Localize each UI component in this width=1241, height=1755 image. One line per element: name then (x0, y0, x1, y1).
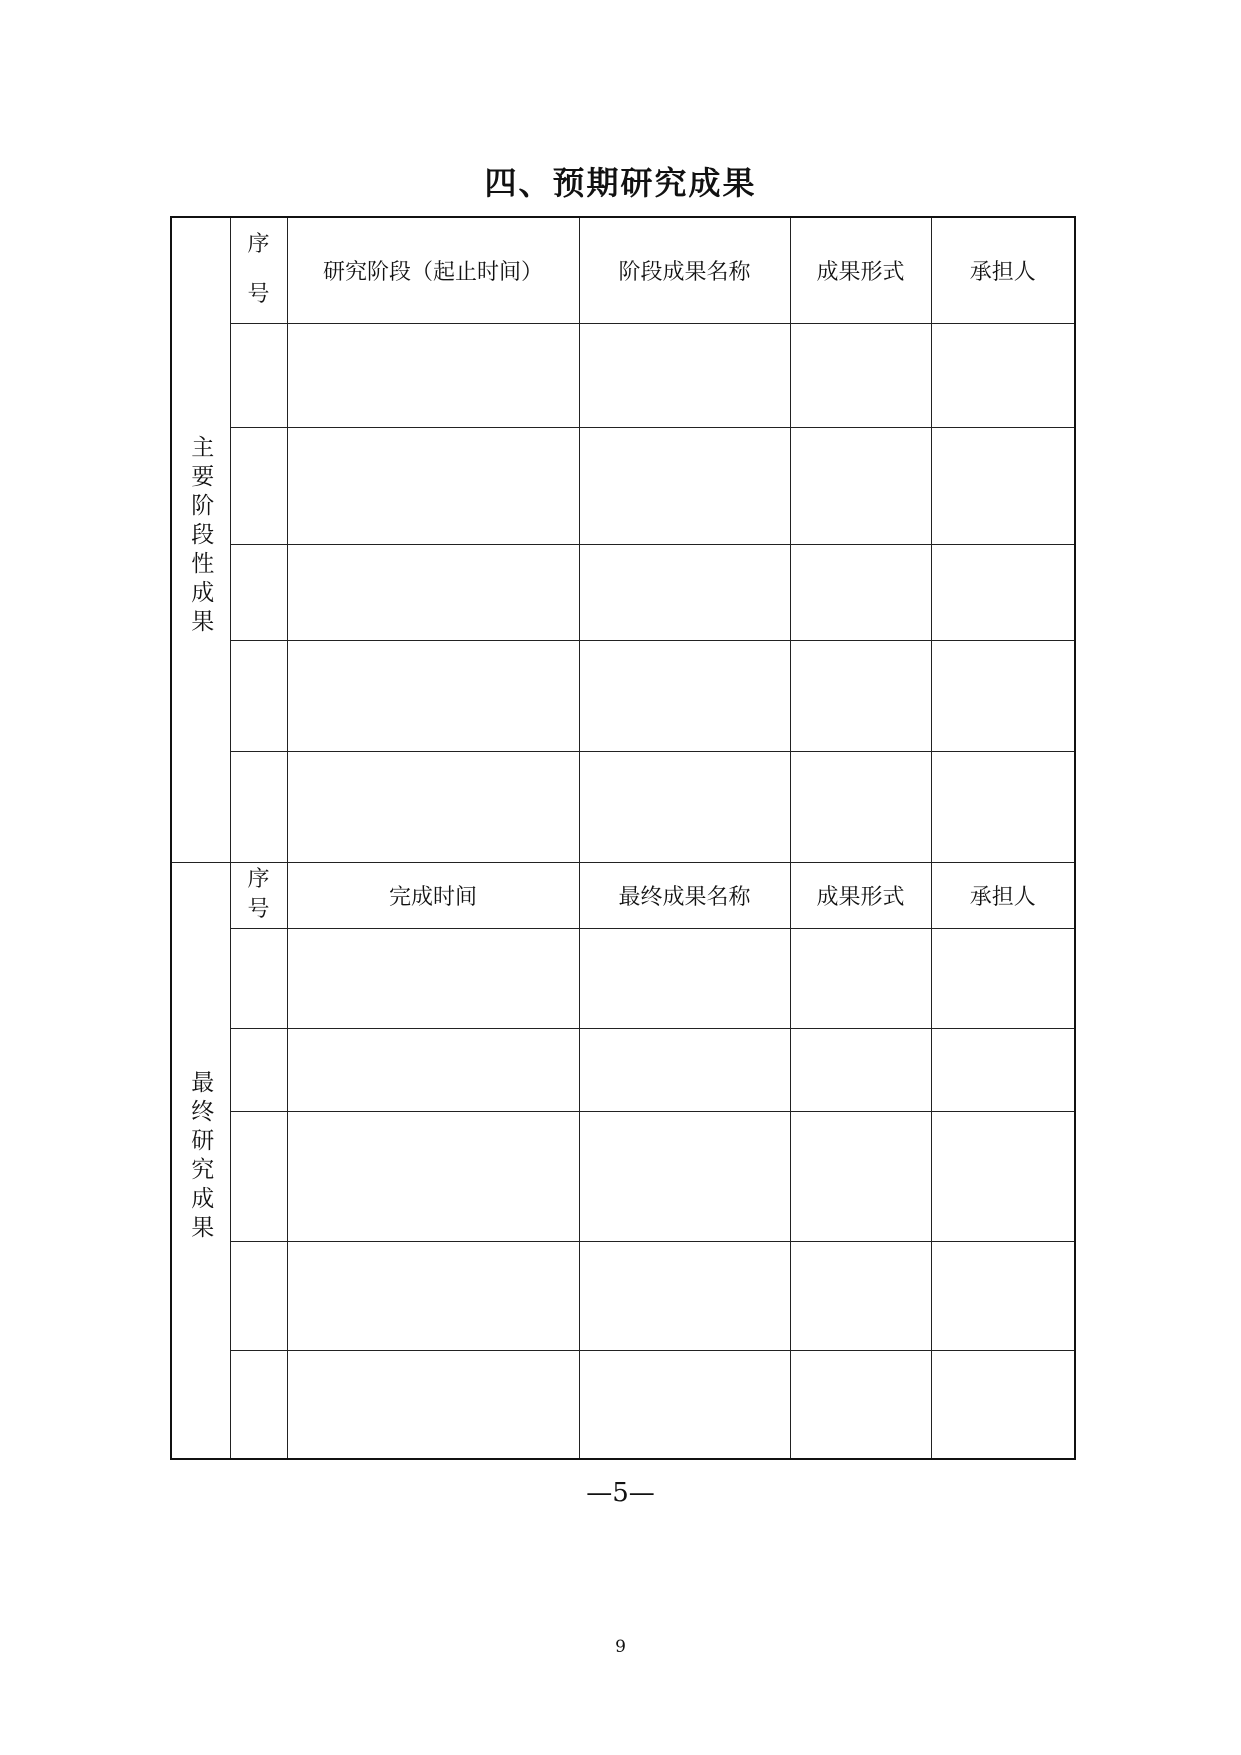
stage-header-seq: 序号 (247, 232, 270, 308)
final-owner-cell[interactable] (931, 928, 1075, 1028)
final-form-cell[interactable] (790, 1028, 931, 1111)
footer-page-mark: —5— (586, 1478, 655, 1508)
stage-header-period: 研究阶段（起止时间） (287, 217, 579, 323)
stage-header-owner: 承担人 (931, 217, 1075, 323)
stage-period-cell[interactable] (287, 544, 579, 640)
stage-period-cell[interactable] (287, 751, 579, 862)
final-seq-cell[interactable] (230, 1028, 287, 1111)
final-row (171, 1111, 1075, 1241)
stage-owner-cell[interactable] (931, 640, 1075, 751)
stage-header-row (171, 217, 1075, 323)
stage-period-cell[interactable] (287, 640, 579, 751)
final-row (171, 1241, 1075, 1350)
final-owner-cell[interactable] (931, 1350, 1075, 1459)
stage-name-cell[interactable] (579, 427, 790, 544)
stage-header-name: 阶段成果名称 (579, 217, 790, 323)
final-owner-cell[interactable] (931, 1028, 1075, 1111)
final-name-cell[interactable] (579, 1111, 790, 1241)
final-form-cell[interactable] (790, 1111, 931, 1241)
page-number: 9 (615, 1637, 626, 1657)
stage-name-cell[interactable] (579, 751, 790, 862)
final-seq-cell[interactable] (230, 1241, 287, 1350)
stage-name-cell[interactable] (579, 544, 790, 640)
expected-outcomes-table (170, 216, 1076, 1460)
final-header-row (171, 862, 1075, 928)
stage-form-cell[interactable] (790, 427, 931, 544)
final-row (171, 1028, 1075, 1111)
stage-section-label: 主要阶段性成果 (187, 435, 214, 639)
final-time-cell[interactable] (287, 1111, 579, 1241)
final-header-seq: 序号 (247, 867, 270, 922)
final-form-cell[interactable] (790, 1350, 931, 1459)
final-seq-cell[interactable] (230, 1350, 287, 1459)
stage-owner-cell[interactable] (931, 751, 1075, 862)
final-header-form: 成果形式 (790, 862, 931, 928)
final-seq-cell[interactable] (230, 928, 287, 1028)
stage-row (171, 544, 1075, 640)
stage-form-cell[interactable] (790, 751, 931, 862)
stage-owner-cell[interactable] (931, 544, 1075, 640)
stage-name-cell[interactable] (579, 323, 790, 427)
stage-owner-cell[interactable] (931, 323, 1075, 427)
stage-header-form: 成果形式 (790, 217, 931, 323)
final-owner-cell[interactable] (931, 1111, 1075, 1241)
final-form-cell[interactable] (790, 928, 931, 1028)
page-title: 四、预期研究成果 (484, 164, 757, 202)
final-time-cell[interactable] (287, 928, 579, 1028)
final-row (171, 1350, 1075, 1459)
stage-row (171, 640, 1075, 751)
stage-name-cell[interactable] (579, 640, 790, 751)
stage-row (171, 323, 1075, 427)
stage-owner-cell[interactable] (931, 427, 1075, 544)
stage-seq-cell[interactable] (230, 323, 287, 427)
stage-form-cell[interactable] (790, 544, 931, 640)
final-form-cell[interactable] (790, 1241, 931, 1350)
final-time-cell[interactable] (287, 1241, 579, 1350)
final-section-label: 最终研究成果 (187, 1070, 214, 1245)
final-name-cell[interactable] (579, 1241, 790, 1350)
final-seq-cell[interactable] (230, 1111, 287, 1241)
stage-period-cell[interactable] (287, 323, 579, 427)
final-name-cell[interactable] (579, 1028, 790, 1111)
stage-period-cell[interactable] (287, 427, 579, 544)
stage-seq-cell[interactable] (230, 427, 287, 544)
stage-form-cell[interactable] (790, 640, 931, 751)
final-header-owner: 承担人 (931, 862, 1075, 928)
final-header-time: 完成时间 (287, 862, 579, 928)
final-row (171, 928, 1075, 1028)
stage-section-label-cell (171, 217, 230, 862)
stage-form-cell[interactable] (790, 323, 931, 427)
final-section-label-cell (171, 862, 230, 1459)
stage-row (171, 427, 1075, 544)
final-name-cell[interactable] (579, 928, 790, 1028)
final-name-cell[interactable] (579, 1350, 790, 1459)
stage-seq-cell[interactable] (230, 751, 287, 862)
stage-row (171, 751, 1075, 862)
final-owner-cell[interactable] (931, 1241, 1075, 1350)
stage-seq-cell[interactable] (230, 544, 287, 640)
final-time-cell[interactable] (287, 1350, 579, 1459)
stage-seq-cell[interactable] (230, 640, 287, 751)
final-header-name: 最终成果名称 (579, 862, 790, 928)
final-time-cell[interactable] (287, 1028, 579, 1111)
